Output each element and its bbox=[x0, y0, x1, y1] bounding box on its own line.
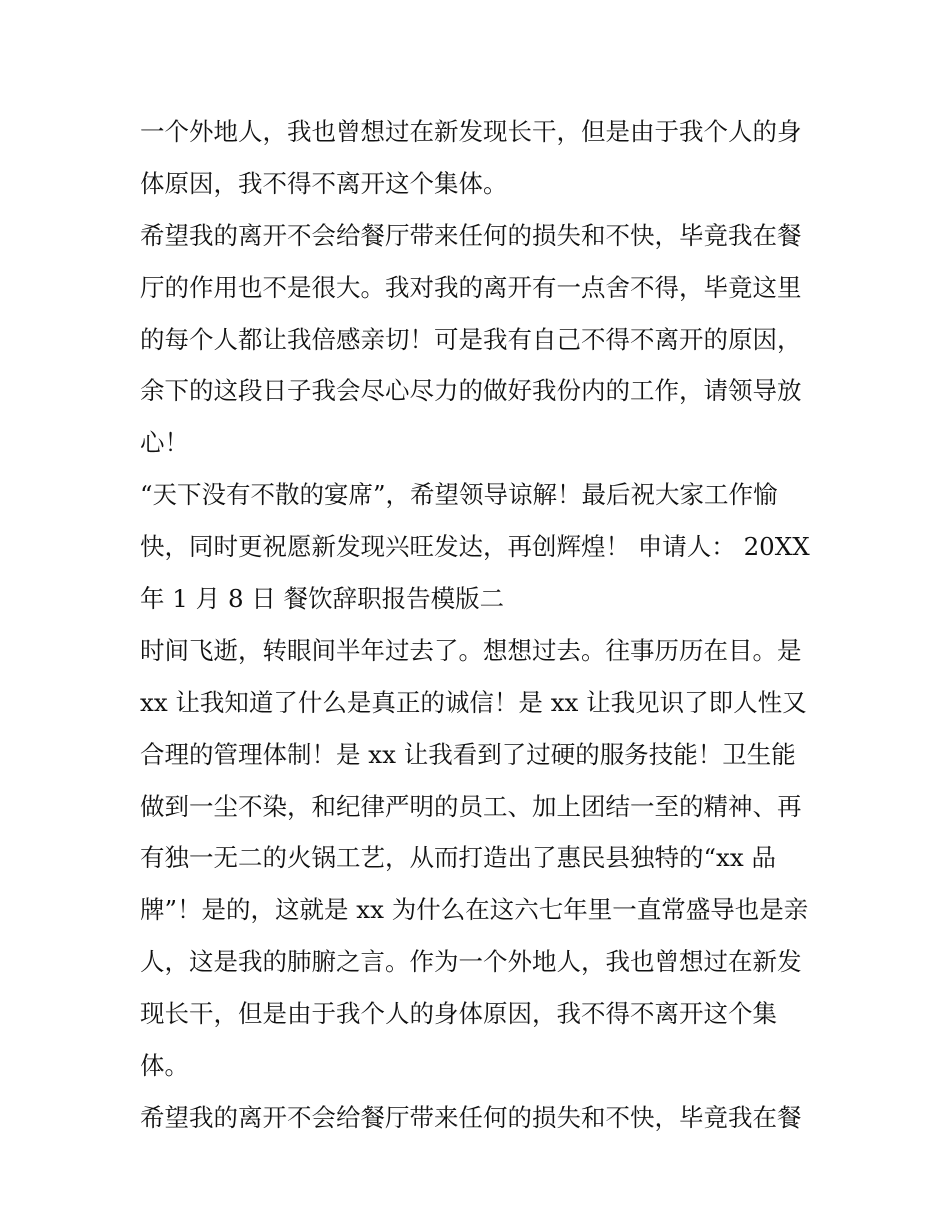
text-line: 做到一尘不染，和纪律严明的员工、加上团结一至的精神、再 bbox=[140, 791, 802, 821]
text-line: 余下的这段日子我会尽心尽力的做好我份内的工作，请领导放 bbox=[140, 376, 802, 406]
text-line: 希望我的离开不会给餐厅带来任何的损失和不快，毕竟我在餐 bbox=[140, 1102, 802, 1132]
text-line: 现长干，但是由于我个人的身体原因，我不得不离开这个集 bbox=[140, 999, 777, 1029]
text-line: 厅的作用也不是很大。我对我的离开有一点舍不得，毕竟这里 bbox=[140, 272, 802, 302]
text-line: 牌”！是的，这就是 xx 为什么在这六七年里一直常盛导也是亲 bbox=[140, 895, 809, 925]
text-line: “天下没有不散的宴席”，希望领导谅解！最后祝大家工作愉 bbox=[140, 480, 778, 510]
text-line: 有独一无二的火锅工艺，从而打造出了惠民县独特的“xx 品 bbox=[140, 843, 776, 873]
text-line: 合理的管理体制！是 xx 让我看到了过硬的服务技能！卫生能 bbox=[140, 739, 796, 769]
text-line: 年 1 月 8 日 餐饮辞职报告模版二 bbox=[140, 584, 505, 614]
text-line: 时间飞逝，转眼间半年过去了。想想过去。往事历历在目。是 bbox=[140, 635, 802, 665]
text-line: 人，这是我的肺腑之言。作为一个外地人，我也曾想过在新发 bbox=[140, 947, 802, 977]
text-line: xx 让我知道了什么是真正的诚信！是 xx 让我见识了即人性又 bbox=[140, 687, 807, 717]
text-line: 体。 bbox=[140, 1051, 189, 1081]
text-line: 一个外地人，我也曾想过在新发现长干，但是由于我个人的身 bbox=[140, 117, 802, 146]
text-line: 的每个人都让我倍感亲切！可是我有自己不得不离开的原因， bbox=[140, 324, 802, 354]
text-line: 心！ bbox=[140, 428, 189, 458]
document-body bbox=[140, 106, 820, 1144]
text-line: 希望我的离开不会给餐厅带来任何的损失和不快，毕竟我在餐 bbox=[140, 220, 802, 250]
text-line: 快，同时更祝愿新发现兴旺发达，再创辉煌！ 申请人： 20XX bbox=[140, 532, 810, 562]
text-line: 体原因，我不得不离开这个集体。 bbox=[140, 168, 508, 198]
